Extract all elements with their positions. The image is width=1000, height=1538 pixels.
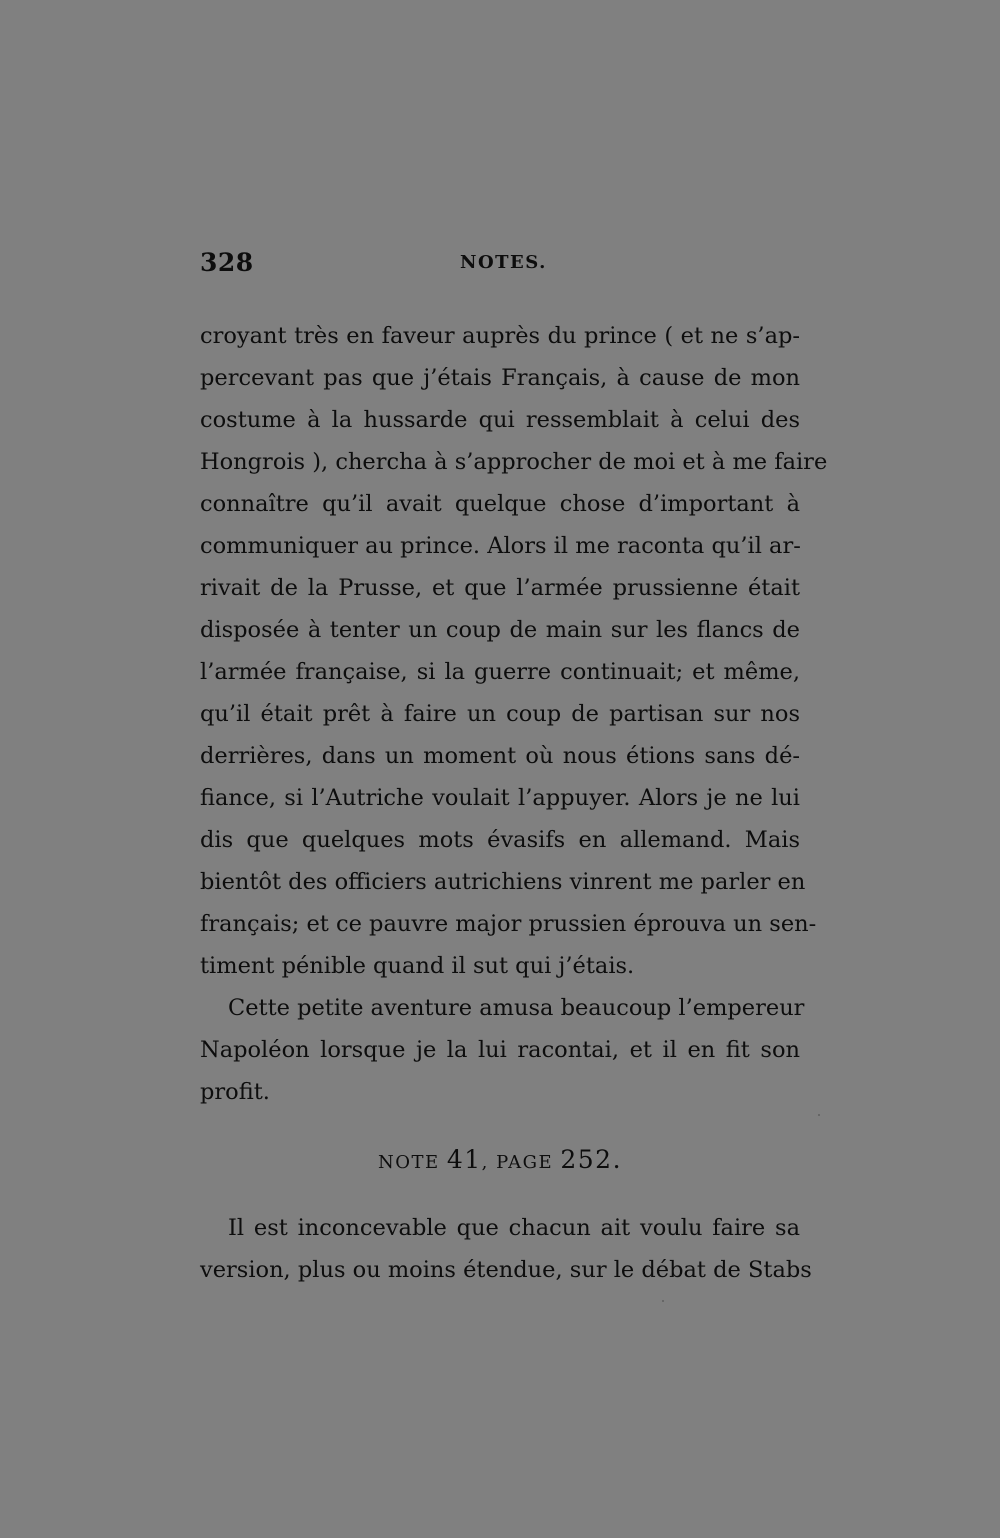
text-line: connaître qu’il avait quelque chose d’important à xyxy=(200,491,800,517)
text-line: l’armée française, si la guerre continuait; et même, xyxy=(200,659,800,685)
paragraph xyxy=(200,1207,812,1291)
text-line: costume à la hussarde qui ressemblait à celui des xyxy=(200,407,800,433)
text-line: disposée à tenter un coup de main sur les flancs de xyxy=(200,617,800,643)
note-text xyxy=(200,1207,812,1291)
text-line: fiance, si l’Autriche voulait l’appuyer. Alors je ne lui xyxy=(200,785,800,811)
text-line: timent pénible quand il sut qui j’étais. xyxy=(200,953,635,979)
note-label: NOTE xyxy=(377,1152,440,1173)
text-line: percevant pas que j’étais Français, à cause de mon xyxy=(200,365,800,391)
note-heading xyxy=(200,1140,800,1180)
text-line: Cette petite aventure amusa beaucoup l’empereur xyxy=(228,995,805,1021)
paper-speck xyxy=(818,1114,820,1116)
text-line: bientôt des officiers autrichiens vinrent me parler en xyxy=(200,869,806,895)
text-line: qu’il était prêt à faire un coup de partisan sur nos xyxy=(200,701,800,727)
body-text xyxy=(200,315,828,1113)
referenced-page-number: 252. xyxy=(560,1145,623,1174)
text-line: Napoléon lorsque je la lui racontai, et il en fit son xyxy=(200,1037,800,1063)
text-line: derrières, dans un moment où nous étions sans dé- xyxy=(200,743,800,769)
paper-speck xyxy=(662,1300,664,1302)
text-line: communiquer au prince. Alors il me raconta qu’il ar- xyxy=(200,533,801,559)
text-line: profit. xyxy=(200,1079,270,1105)
page-label: PAGE xyxy=(496,1152,554,1173)
text-line: dis que quelques mots évasifs en allemand. Mais xyxy=(200,827,800,853)
note-separator: , xyxy=(481,1152,489,1173)
page-number: 328 xyxy=(200,248,254,277)
page-header xyxy=(200,248,800,292)
text-line: Hongrois ), chercha à s’approcher de moi et à me faire xyxy=(200,449,828,475)
paragraph xyxy=(200,987,805,1113)
running-head: NOTES. xyxy=(460,252,547,273)
text-line: croyant très en faveur auprès du prince ( et ne s’ap- xyxy=(200,323,800,349)
text-line: rivait de la Prusse, et que l’armée prussienne était xyxy=(200,575,800,601)
text-line: Il est inconcevable que chacun ait voulu faire sa xyxy=(228,1215,800,1241)
text-line: version, plus ou moins étendue, sur le débat de Stabs xyxy=(200,1257,812,1283)
text-line: français; et ce pauvre major prussien éprouva un sen- xyxy=(200,911,817,937)
note-number: 41 xyxy=(446,1145,482,1174)
paragraph xyxy=(200,315,828,987)
